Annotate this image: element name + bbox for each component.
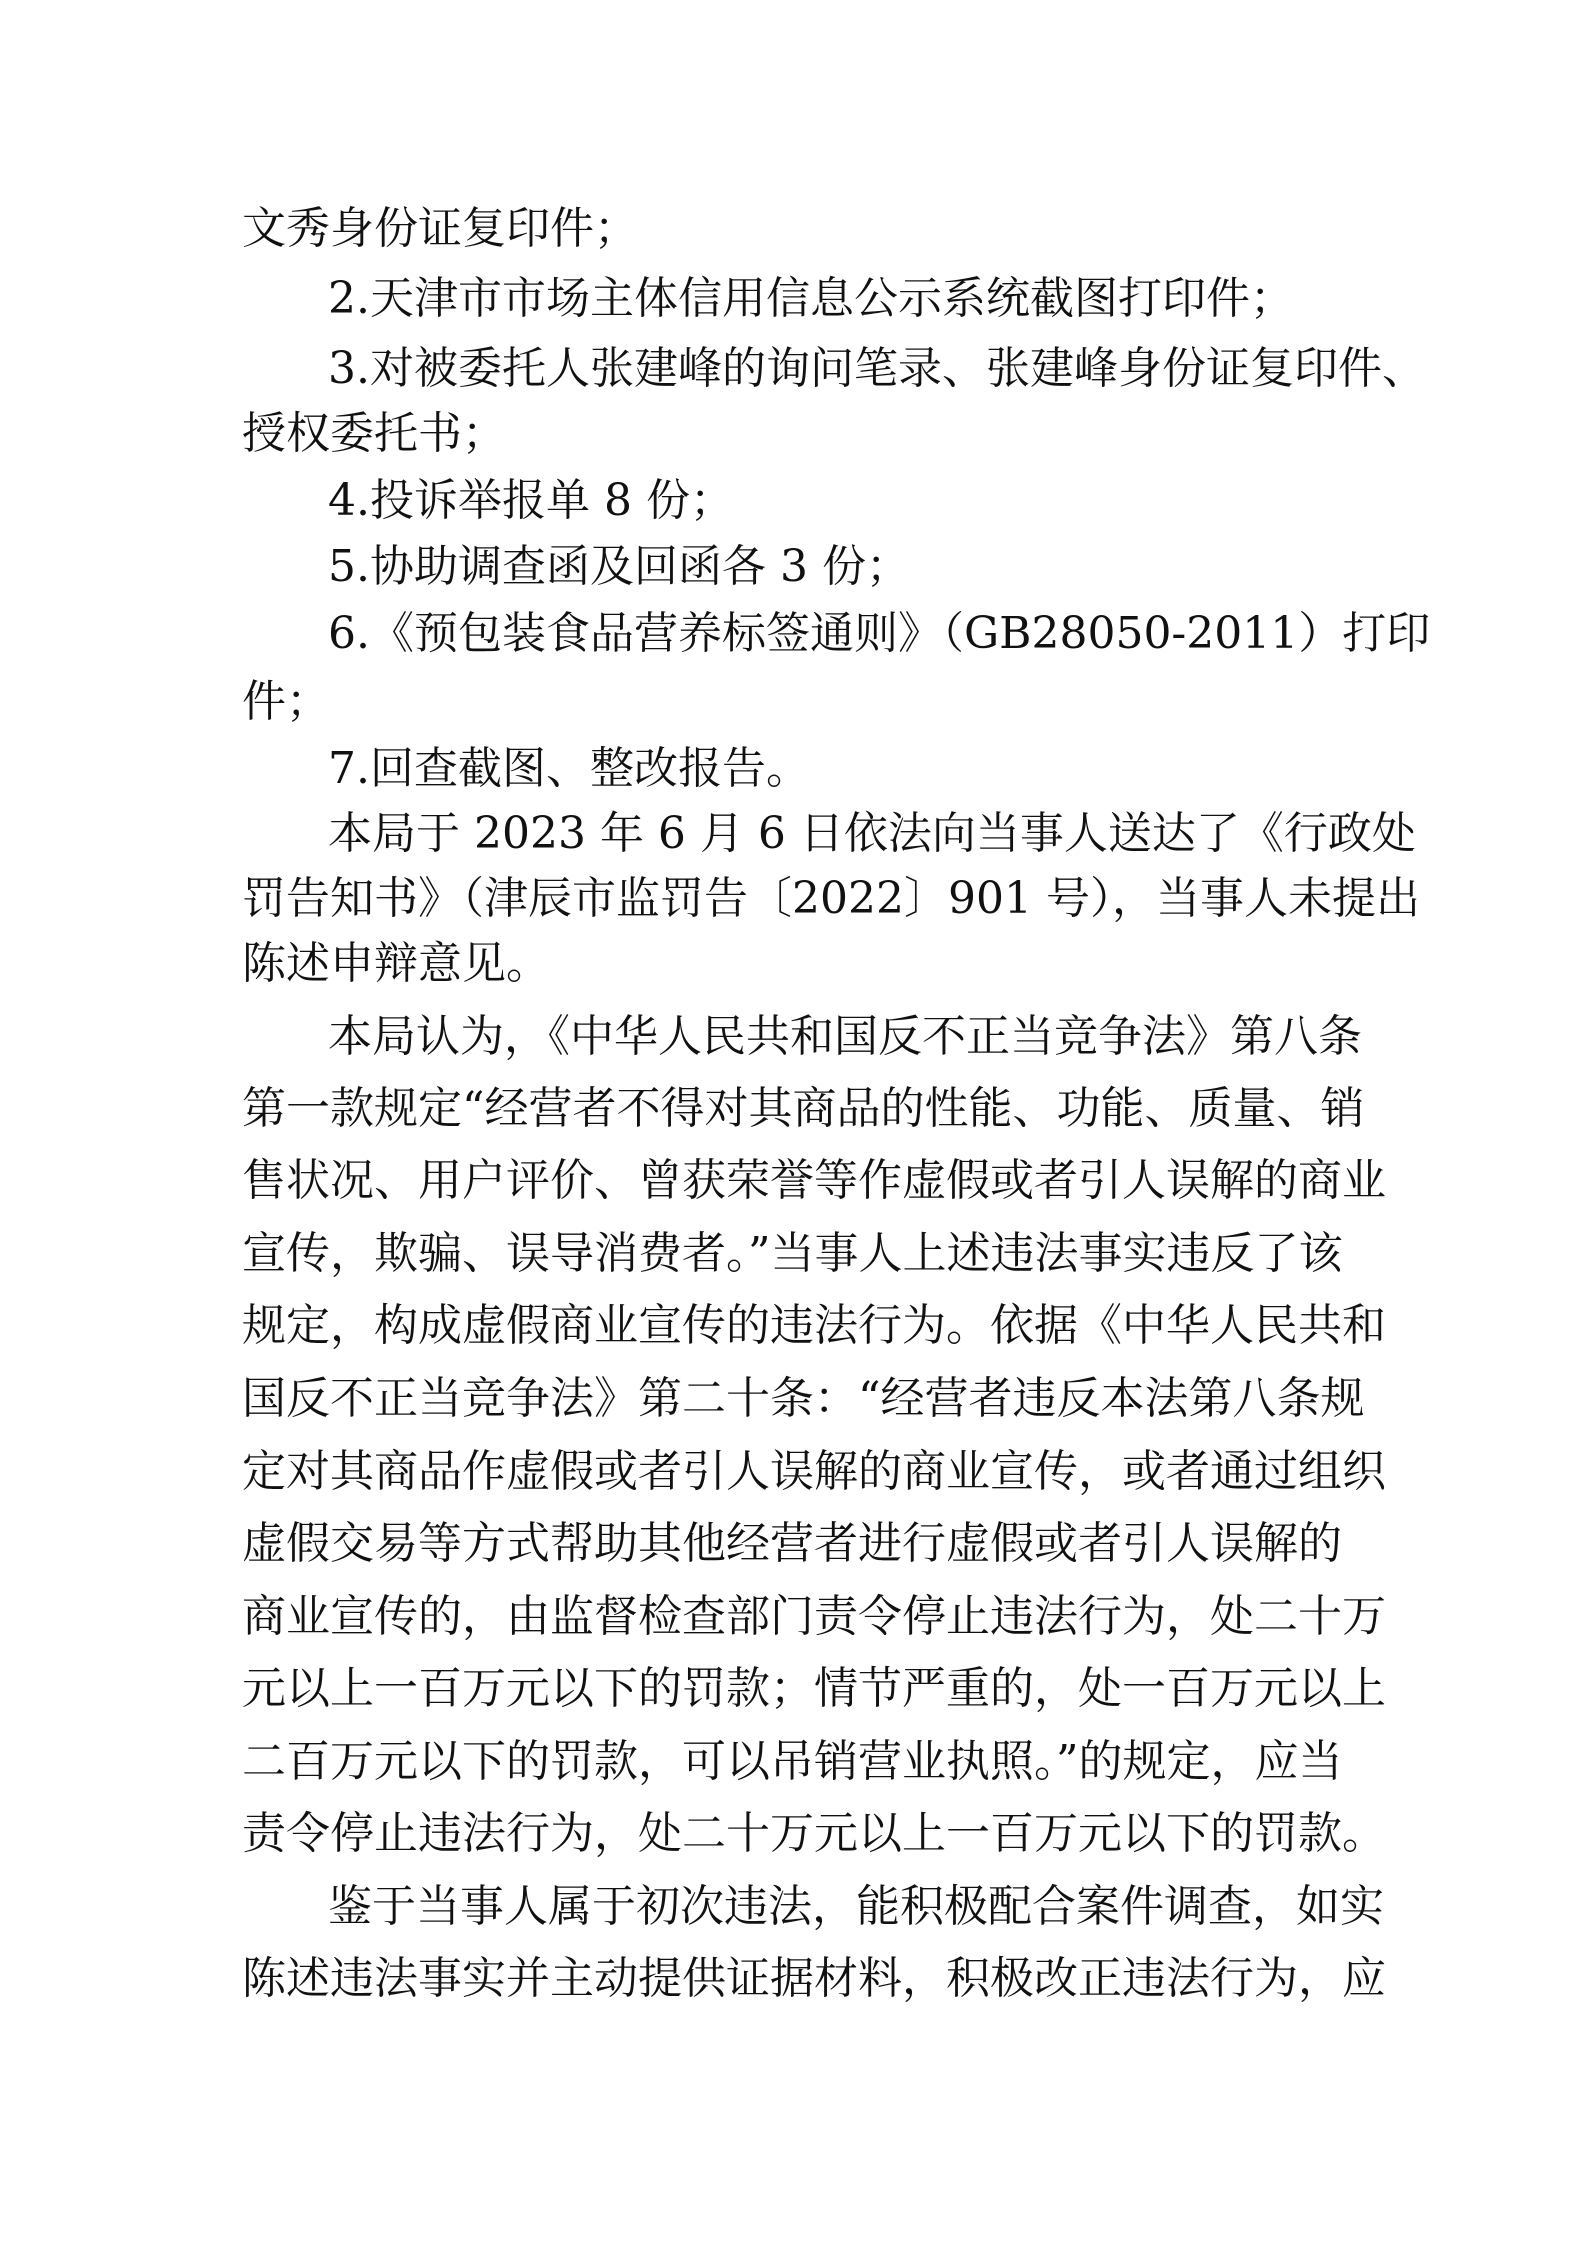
text-line: 宣传，欺骗、误导消费者。”当事人上述违法事实违反了该 [242,1228,1343,1279]
text-line: 责令停止违法行为，处二十万元以上一百万元以下的罚款。 [242,1808,1386,1859]
text-line: 本局于 2023 年 6 月 6 日依法向当事人送达了《行政处 [328,808,1416,859]
text-line: 3.对被委托人张建峰的询问笔录、张建峰身份证复印件、 [328,343,1426,394]
text-line: 5.协助调查函及回函各 3 份； [328,541,910,592]
text-line: 罚告知书》（津辰市监罚告〔2022〕901 号），当事人未提出 [242,873,1420,924]
text-line: 虚假交易等方式帮助其他经营者进行虚假或者引人误解的 [242,1518,1342,1569]
text-line: 元以上一百万元以下的罚款；情节严重的，处一百万元以上 [242,1663,1386,1714]
text-line: 文秀身份证复印件； [242,203,638,254]
text-line: 授权委托书； [242,408,506,459]
text-line: 定对其商品作虚假或者引人误解的商业宣传，或者通过组织 [242,1446,1386,1497]
text-line: 2.天津市市场主体信用信息公示系统截图打印件； [328,273,1294,324]
text-line: 本局认为，《中华人民共和国反不正当竞争法》第八条 [328,1011,1362,1062]
text-line: 6.《预包装食品营养标签通则》（GB28050-2011）打印 [328,608,1431,659]
text-line: 7.回查截图、整改报告。 [328,743,810,794]
text-line: 陈述申辩意见。 [242,938,550,989]
text-line: 规定，构成虚假商业宣传的违法行为。依据《中华人民共和 [242,1300,1386,1351]
text-line: 第一款规定“经营者不得对其商品的性能、功能、质量、销 [242,1083,1365,1134]
text-line: 件； [242,676,330,727]
text-line: 售状况、用户评价、曾获荣誉等作虚假或者引人误解的商业 [242,1155,1386,1206]
text-line: 商业宣传的，由监督检查部门责令停止违法行为，处二十万 [242,1591,1386,1642]
text-line: 4.投诉举报单 8 份； [328,475,734,526]
text-line: 鉴于当事人属于初次违法，能积极配合案件调查，如实 [328,1881,1384,1932]
text-line: 陈述违法事实并主动提供证据材料，积极改正违法行为，应 [242,1953,1386,2004]
text-line: 二百万元以下的罚款，可以吊销营业执照。”的规定，应当 [242,1736,1343,1787]
text-line: 国反不正当竞争法》第二十条：“经营者违反本法第八条规 [242,1373,1365,1424]
